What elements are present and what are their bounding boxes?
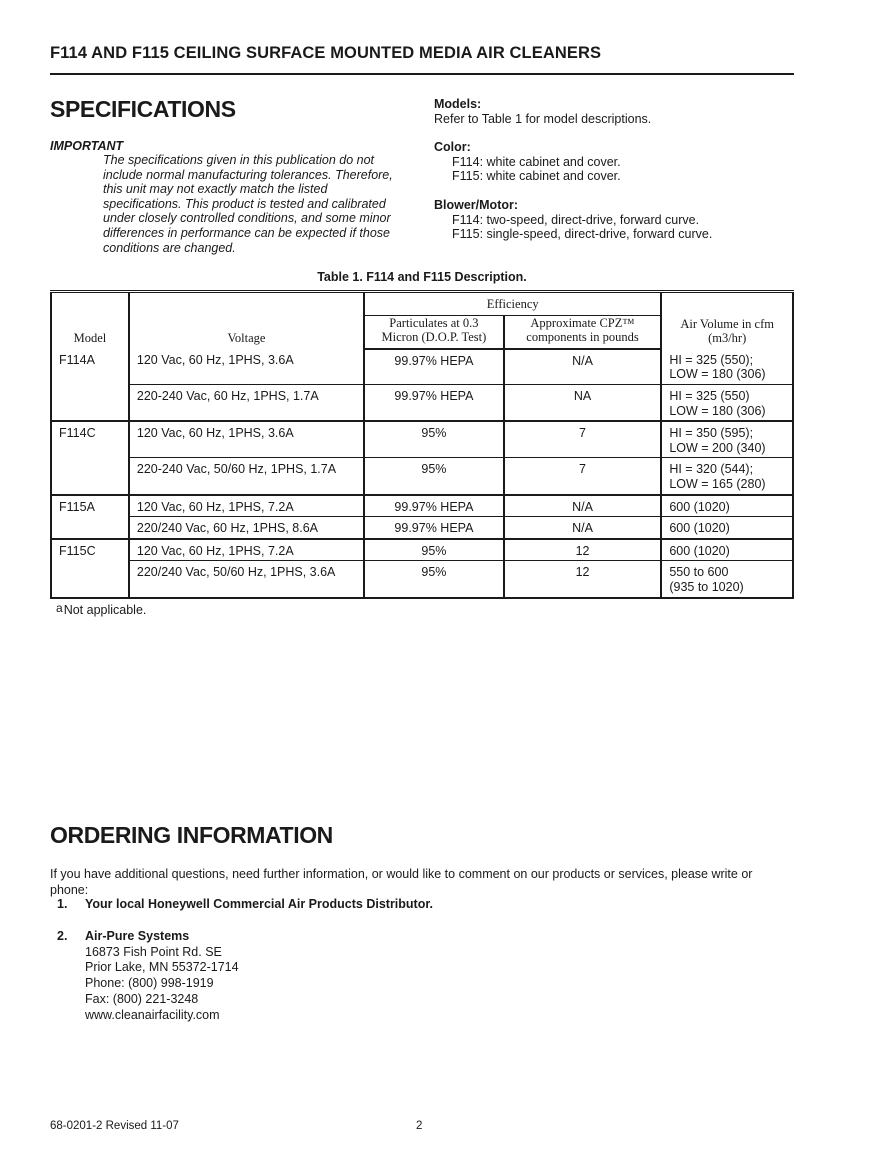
- model-cell: [51, 517, 129, 539]
- header-rule: [50, 73, 794, 75]
- color-f114: F114: white cabinet and cover.: [452, 154, 621, 169]
- air-volume-cell: [661, 421, 793, 458]
- air-line: (935 to 1020): [669, 579, 744, 594]
- color-block: [434, 140, 794, 184]
- air-volume-cell: [661, 349, 793, 385]
- important-line: include normal manufacturing tolerances. Therefore,: [103, 167, 393, 182]
- running-header: F114 AND F115 CEILING SURFACE MOUNTED MEDIA AIR CLEANERS: [50, 44, 602, 62]
- table-footnote: [56, 601, 146, 617]
- air-line: HI = 320 (544);: [669, 462, 754, 477]
- model-cell: [51, 458, 129, 495]
- air-line: LOW = 180 (306): [669, 403, 766, 418]
- air-line: 550 to 600: [669, 565, 729, 580]
- cpz-cell: N/A: [504, 495, 662, 517]
- cpz-cell: 12: [504, 539, 662, 561]
- air-line: HI = 350 (595);: [669, 426, 754, 441]
- item-number: 1.: [57, 897, 68, 911]
- spec-details: [434, 97, 794, 256]
- particulates-cell: 95%: [364, 421, 504, 458]
- blower-f115: F115: single-speed, direct-drive, forward curve.: [452, 227, 713, 242]
- air-line: 600 (1020): [669, 543, 730, 558]
- models-text: Refer to Table 1 for model descriptions.: [434, 111, 652, 126]
- important-line: conditions are changed.: [103, 240, 236, 255]
- color-f115: F115: white cabinet and cover.: [452, 169, 621, 184]
- blower-block: [434, 198, 794, 242]
- voltage-cell: 120 Vac, 60 Hz, 1PHS, 7.2A: [129, 539, 364, 561]
- page-number: 2: [416, 1120, 423, 1132]
- website-link[interactable]: www.cleanairfacility.com: [85, 1007, 220, 1022]
- particulates-cell: 95%: [364, 561, 504, 598]
- particulates-cell: 99.97% HEPA: [364, 517, 504, 539]
- model-cell: F114C: [51, 421, 129, 458]
- air-volume-cell: [661, 458, 793, 495]
- specifications-heading: SPECIFICATIONS: [50, 96, 236, 122]
- voltage-cell: 120 Vac, 60 Hz, 1PHS, 7.2A: [129, 495, 364, 517]
- header-cpz-line: components in pounds: [526, 330, 639, 345]
- air-volume-cell: [661, 517, 793, 539]
- item-number: 2.: [57, 928, 68, 943]
- air-line: HI = 325 (550): [669, 388, 750, 403]
- header-model: Model: [51, 292, 129, 349]
- table-row: [51, 458, 793, 495]
- company-name: Air-Pure Systems: [85, 928, 190, 943]
- ordering-heading: ORDERING INFORMATION: [50, 822, 333, 848]
- ordering-list: [57, 897, 787, 1040]
- header-particulates: [364, 315, 504, 349]
- model-cell: F115A: [51, 495, 129, 517]
- cpz-cell: N/A: [504, 517, 662, 539]
- header-particulates-line: Micron (D.O.P. Test): [381, 330, 487, 345]
- description-table: [50, 290, 794, 599]
- header-efficiency: Efficiency: [364, 292, 661, 316]
- particulates-cell: 95%: [364, 539, 504, 561]
- table-row: [51, 561, 793, 598]
- table-row: [51, 539, 793, 561]
- cpz-cell: NA: [504, 384, 662, 421]
- particulates-cell: 99.97% HEPA: [364, 384, 504, 421]
- color-heading: Color:: [434, 140, 471, 155]
- air-volume-cell: [661, 495, 793, 517]
- header-air-line: Air Volume in cfm: [680, 316, 774, 331]
- model-cell: [51, 561, 129, 598]
- air-line: 600 (1020): [669, 521, 730, 536]
- air-volume-cell: [661, 384, 793, 421]
- cpz-cell: 12: [504, 561, 662, 598]
- document-number: 68-0201-2 Revised 11-07: [50, 1120, 179, 1132]
- voltage-cell: 120 Vac, 60 Hz, 1PHS, 3.6A: [129, 421, 364, 458]
- model-cell: [51, 384, 129, 421]
- voltage-cell: 220-240 Vac, 50/60 Hz, 1PHS, 1.7A: [129, 458, 364, 495]
- table-row: [51, 421, 793, 458]
- voltage-cell: 120 Vac, 60 Hz, 1PHS, 3.6A: [129, 349, 364, 385]
- air-volume-cell: [661, 539, 793, 561]
- air-line: HI = 325 (550);: [669, 352, 754, 367]
- model-cell: F114A: [51, 349, 129, 385]
- header-cpz-line: Approximate CPZ™: [530, 315, 635, 330]
- ordering-intro: If you have additional questions, need further information, or would like to comment on our products or services, please write or phone:: [50, 867, 753, 897]
- voltage-cell: 220/240 Vac, 50/60 Hz, 1PHS, 3.6A: [129, 561, 364, 598]
- air-line: LOW = 200 (340): [669, 440, 766, 455]
- cpz-cell: N/A: [504, 349, 662, 385]
- ordering-item: [57, 897, 787, 913]
- table-caption: Table 1. F114 and F115 Description.: [317, 270, 527, 284]
- header-particulates-line: Particulates at 0.3: [389, 315, 479, 330]
- important-line: The specifications given in this publication do not: [103, 153, 374, 167]
- header-cpz: [504, 315, 662, 349]
- footnote-text: Not applicable.: [63, 603, 147, 617]
- blower-heading: Blower/Motor:: [434, 197, 519, 212]
- particulates-cell: 95%: [364, 458, 504, 495]
- important-note: [103, 153, 415, 255]
- air-line: LOW = 180 (306): [669, 367, 766, 382]
- header-voltage: Voltage: [129, 292, 364, 349]
- cpz-cell: 7: [504, 458, 662, 495]
- particulates-cell: 99.97% HEPA: [364, 349, 504, 385]
- address-line: 16873 Fish Point Rd. SE: [85, 944, 222, 959]
- important-line: under closely controlled conditions, and some minor: [103, 211, 391, 226]
- models-block: [434, 97, 794, 126]
- item-text: Your local Honeywell Commercial Air Products Distributor.: [85, 897, 433, 911]
- air-line: LOW = 165 (280): [669, 476, 766, 491]
- important-label: IMPORTANT: [50, 139, 124, 153]
- particulates-cell: 99.97% HEPA: [364, 495, 504, 517]
- cpz-cell: 7: [504, 421, 662, 458]
- voltage-cell: 220/240 Vac, 60 Hz, 1PHS, 8.6A: [129, 517, 364, 539]
- footnote-marker: a: [56, 601, 63, 615]
- important-line: differences in performance can be expected if those: [103, 225, 390, 240]
- phone-line: Phone: (800) 998-1919: [85, 976, 214, 991]
- ordering-item: [57, 929, 787, 1024]
- table-row: [51, 517, 793, 539]
- important-line: this unit may not exactly match the listed: [103, 182, 328, 197]
- item-address: [85, 929, 787, 1024]
- header-air-volume: [661, 292, 793, 349]
- table-row: [51, 349, 793, 385]
- model-cell: F115C: [51, 539, 129, 561]
- table-row: [51, 384, 793, 421]
- address-line: Prior Lake, MN 55372-1714: [85, 960, 239, 975]
- air-volume-cell: [661, 561, 793, 598]
- header-air-line: (m3/hr): [708, 331, 747, 346]
- voltage-cell: 220-240 Vac, 60 Hz, 1PHS, 1.7A: [129, 384, 364, 421]
- air-line: 600 (1020): [669, 499, 730, 514]
- important-line: specifications. This product is tested and calibrated: [103, 196, 386, 211]
- blower-f114: F114: two-speed, direct-drive, forward curve.: [452, 212, 700, 227]
- models-heading: Models:: [434, 97, 482, 111]
- table-row: [51, 495, 793, 517]
- fax-line: Fax: (800) 221-3248: [85, 991, 199, 1006]
